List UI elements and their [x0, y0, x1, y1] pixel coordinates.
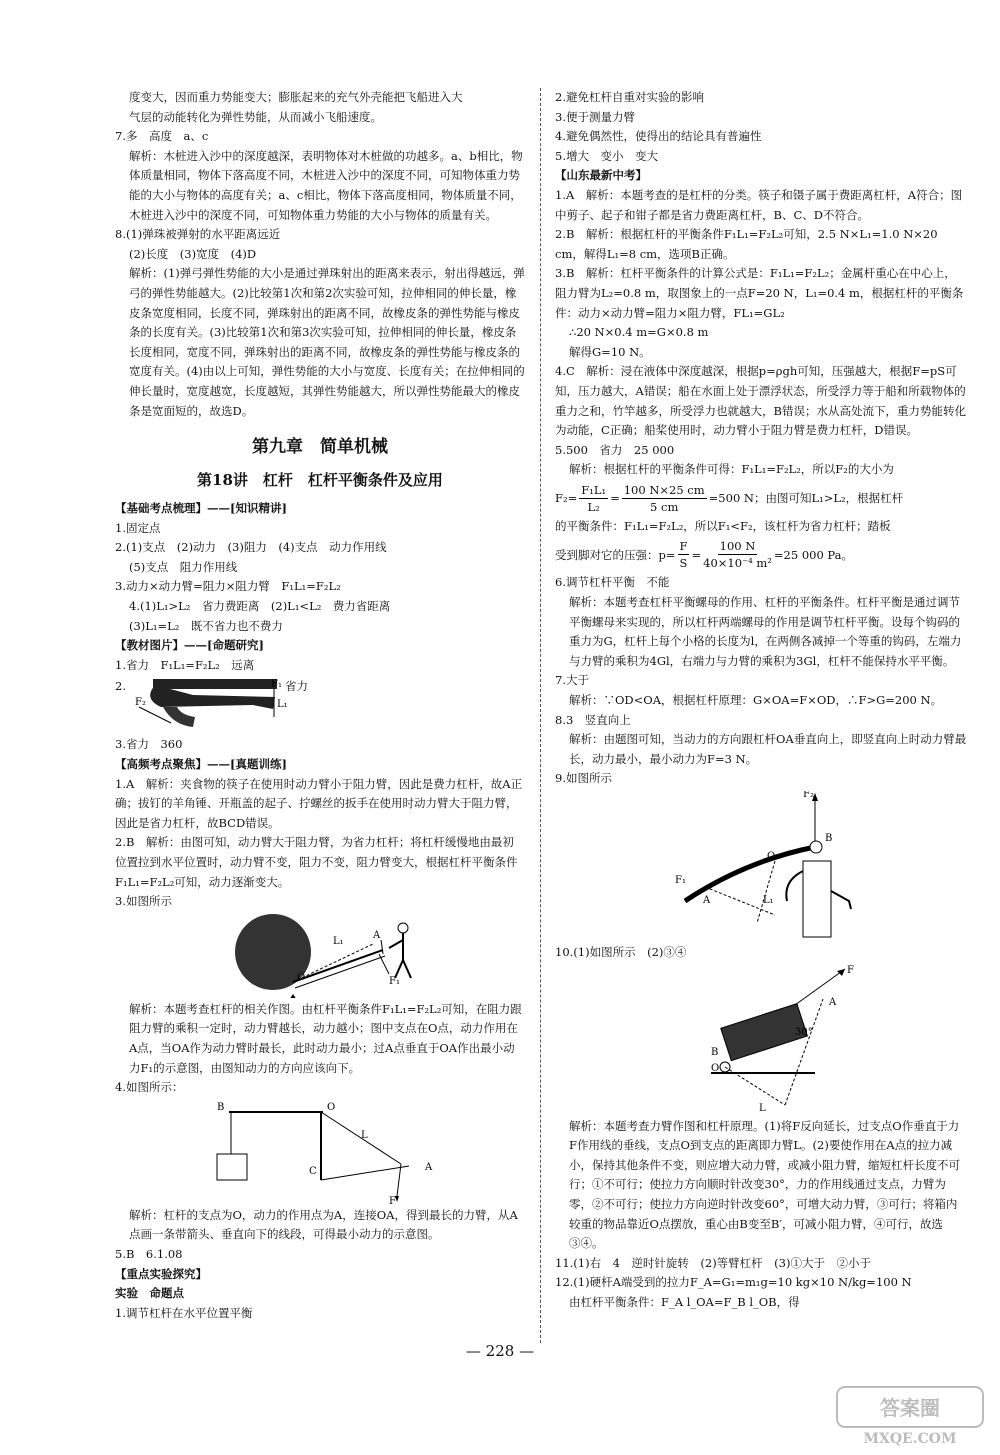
answer-3: 3.如图所示	[115, 894, 172, 909]
pump-figure	[555, 791, 967, 941]
label: O	[767, 851, 776, 862]
denominator: 40×10⁻⁴ m²	[703, 556, 772, 571]
text-line: 5.增大 变小 变大	[555, 148, 658, 163]
answer-7: 7.多 高度 a、c	[115, 129, 209, 144]
label: F₂	[803, 791, 814, 800]
label: L	[759, 1102, 766, 1114]
column-divider	[540, 88, 541, 1343]
text-line: 2.(1)支点 (2)动力 (3)阻力 (4)支点 动力作用线	[115, 540, 387, 555]
label: L₁	[333, 935, 344, 947]
label: L	[361, 1129, 368, 1141]
explanation-6: 解析：本题考查杠杆平衡螺母的作用、杠杆的平衡条件。杠杆平衡是通过调节平衡螺母来实现的，所以杠杆两端螺母的作用是调节杠杆平衡。设每个钩码的重力为G，杠杆上每个小格的长度为l，在两侧各减掉一个等重的钩码，左端力与力臂的乘积为4Gl，右端力与力臂的乘积为3Gl，杠杆不能保持水平平衡。	[569, 595, 962, 668]
lever-box-figure	[115, 1100, 525, 1204]
answer-5: 5.500 省力 25 000	[555, 442, 675, 457]
denominator: 5 cm	[650, 499, 679, 514]
text-line: 由杠杆平衡条件：F_A l_OA=F_B l_OB，得	[569, 1294, 800, 1309]
watermark-logo	[835, 1385, 985, 1447]
explanation-7: 解析：木桩进入沙中的深度越深，表明物体对木桩做的功越多。a、b相比，物体质量相同，物体下落高度不同，木桩进入沙中的深度不同，可知物体重力势能的大小与物体的高度有关；a、c相比，物体下落高度相同，物体质量不同，木桩进入沙中的深度不同，可知物体重力势能的大小与物体的质量有关。	[129, 148, 523, 222]
text-line: 1.固定点	[115, 520, 161, 535]
answer-8: 8.3 竖直向上	[555, 712, 631, 727]
text-line: 气层的动能转化为弹性势能，从而减小飞船速度。	[129, 109, 382, 124]
formula-text: 受到脚对它的压强：p=	[555, 547, 676, 562]
section-heading: 【教材图片】——[命题研究]	[115, 638, 264, 653]
answer-4: 4.如图所示：	[115, 1080, 184, 1095]
answer-1: 1.A 解析：夹食物的筷子在使用时动力臂小于阻力臂，因此是费力杠杆，故A正确；拔钉的羊角锤、开瓶盖的起子、拧螺丝的扳手在使用时动力臂大于阻力臂，因此是省力杠杆，故BCD错误。	[115, 776, 523, 830]
lever-ball-diagram	[233, 914, 453, 998]
answer-6: 6.调节杠杆平衡 不能	[555, 575, 670, 590]
answer-9: 9.如图所示	[555, 771, 612, 786]
text-line: (3)L₁=L₂ 既不省力也不费力	[129, 618, 283, 633]
formula-text: =500 N；由图可知L₁>L₂，根据杠杆	[708, 491, 904, 506]
item-number: 2.	[115, 679, 126, 694]
pliers-diagram	[133, 677, 293, 733]
chapter-title: 第九章 简单机械	[252, 437, 388, 458]
denominator: S	[679, 556, 688, 571]
answer-11: 11.(1)右 4 逆时针旋转 (2)等臂杠杆 (3)①大于 ②小于	[555, 1255, 871, 1270]
label: B	[825, 833, 833, 844]
pump-diagram	[675, 791, 875, 941]
label: F	[389, 1195, 396, 1204]
explanation-3: 解析：本题考查杠杆的相关作图。由杠杆平衡条件F₁L₁=F₂L₂可知，在阻力跟阻力臂的乘积一定时，动力臂越长，动力越小；图中支点在O点，动力作用在A点，当OA作为动力臂时最长，此时动力最小；过A点垂直于OA作出最小动力F₁的示意图，由图知动力的方向应该向下。	[129, 1001, 522, 1075]
explanation-4: 解析：杠杆的支点为O，动力的作用点为A，连接OA，得到最长的力臂，从A点画一条带箭头、垂直向下的线段，可得最小动力的示意图。	[129, 1207, 518, 1242]
text-line: 的平衡条件：F₁L₁=F₂L₂，所以F₁<F₂，该杠杆为省力杠杆；踏板	[555, 518, 891, 533]
formula-text: =25 000 Pa。	[773, 547, 853, 562]
fraction	[678, 538, 690, 571]
answer-8-part2: (2)长度 (3)宽度 (4)D	[129, 246, 257, 261]
label: B	[711, 1046, 719, 1058]
fraction	[703, 538, 772, 571]
label: L₁	[277, 699, 288, 711]
fraction	[579, 482, 608, 515]
formula-row	[555, 482, 967, 515]
left-column	[115, 88, 525, 1323]
label: A	[425, 1161, 433, 1173]
answer-2: 2.B 解析：根据杠杆的平衡条件F₁L₁=F₂L₂可知，2.5 N×L₁=1.0 N×20 cm，解得L₁=8 cm，选项B正确。	[555, 227, 938, 261]
answer-12: 12.(1)硬杆A端受到的拉力F_A=G₁=m₁g=10 kg×10 N/kg=100 N	[555, 1275, 912, 1290]
numerator: 100 N	[719, 539, 756, 554]
subsection-heading: 实验 命题点	[115, 1286, 184, 1301]
label: F₁	[389, 975, 400, 987]
text-line: 2.避免杠杆自重对实验的影响	[555, 90, 704, 104]
text-line: 3.省力 360	[115, 737, 183, 752]
formula-text: =	[610, 491, 620, 506]
section-heading: 【重点实验探究】	[115, 1266, 207, 1281]
answer-2: 2.B 解析：由图可知，动力臂大于阻力臂，为省力杠杆；将杠杆缓慢地由最初位置拉到水平位置时，动力臂不变，阻力不变，阻力臂变大，根据杠杆平衡条件F₁L₁=F₂L₂可知，动力逐渐变大。	[115, 835, 518, 889]
answer-1: 1.A 解析：本题考查的是杠杆的分类。筷子和镊子属于费距离杠杆，A符合；图中剪子、起子和钳子都是省力费距离杠杆，B、C、D不符合。	[555, 187, 963, 222]
right-column	[555, 88, 967, 1313]
lever-ball-figure	[115, 914, 525, 998]
numerator: F	[679, 539, 688, 554]
numerator: 100 N×25 cm	[623, 482, 705, 497]
explanation-5: 解析：根据杠杆的平衡条件可得：F₁L₁=F₂L₂，所以F₂的大小为	[569, 462, 894, 477]
text-line: 度变大，因而重力势能变大；膨胀起来的充气外壳能把飞船进入大	[129, 90, 463, 104]
text-line: 3.便于测量力臂	[555, 109, 635, 124]
svg-text:MXQE.COM: MXQE.COM	[863, 1431, 957, 1447]
explanation-7: 解析：∵OD<OA，根据杠杆原理：G×OA=F×OD，∴F>G=200 N。	[569, 693, 943, 708]
answer-10: 10.(1)如图所示 (2)③④	[555, 945, 687, 959]
label: O	[297, 971, 306, 983]
lever-box-diagram	[211, 1100, 451, 1204]
label: A	[373, 929, 381, 941]
label: F	[847, 964, 854, 976]
fraction	[622, 482, 707, 515]
section-heading: 【基础考点梳理】——[知识精讲]	[115, 501, 287, 516]
label: F₁	[675, 875, 686, 886]
label: O	[711, 1062, 720, 1074]
box-lever-diagram	[695, 965, 895, 1115]
explanation-10: 解析：本题考查力臂作图和杠杆原理。(1)将F反向延长，过支点O作垂直于力F作用线的垂线，支点O到支点的距离即力臂L。(2)要使作用在A点的拉力减小，保持其他条件不变，则应增大动力臂，或减小阻力臂，缩短杠杆长度不可行；①不可行；使拉力方向顺时针改变30°，力的作用线通过支点，力臂为零，②不可行；使拉力方向逆时针改变60°，可增大动力臂，③可行；将箱内较重的物品靠近O点摆放，重心由B变至B′，可减小阻力臂，④可行，故选③④。	[569, 1118, 960, 1251]
denominator: L₂	[587, 499, 600, 514]
text-line: (5)支点 阻力作用线	[129, 559, 238, 574]
explanation-8: 解析：(1)弹弓弹性势能的大小是通过弹珠射出的距离来表示，射出得越远，弹弓的弹性势能越大。(2)比较第1次和第2次实验可知，拉伸相同的伸长量，橡皮条宽度相同，长度不同，弹珠射出的距离不同，故橡皮条的弹性势能与橡皮条的长度有关。(3)比较第1次和第3次实验可知，拉伸相同的伸长量，橡皮条长度相同，宽度不同，弹珠射出的距离不同，故橡皮条的弹性势能与橡皮条的宽度有关。(4)由以上可知，弹性势能的大小与宽度、长度有关；在拉伸相同的伸长量时，宽度越宽，长度越短，其弹性势能越大，所以弹性势能最大的橡皮条是宽面短的，故选D。	[129, 266, 525, 418]
label: B	[217, 1101, 225, 1113]
section-heading: 【高频考点聚焦】——[真题训练]	[115, 757, 287, 772]
numerator: F₁L₁	[581, 482, 607, 497]
answer-3: 3.B 解析：杠杆平衡条件的计算公式是：F₁L₁=F₂L₂；金属杆重心在中心上，阻力臂为L₂=0.8 m，取图象上的一点F=20 N，L₁=0.4 m，根据杠杆的平衡条件：动力×动力臂=阻力×阻力臂，FL₁=GL₂	[555, 266, 964, 320]
text-line: 1.省力 F₁L₁=F₂L₂ 远离	[115, 657, 255, 672]
formula-row: 受到脚对它的压强：p= $\frac{F}{S}$ = $\frac{100 N}{\text{40×10⁻⁴ m²}}$ =25 000 Pa。	[555, 539, 853, 571]
box-lever-figure	[555, 965, 967, 1115]
text-line: ∴20 N×0.4 m=G×0.8 m	[569, 325, 709, 340]
text-line: 3.动力×动力臂=阻力×阻力臂 F₁L₁=F₂L₂	[115, 579, 341, 594]
answer-4: 4.C 解析：浸在液体中深度越深，根据p=ρgh可知，压强越大，根据F=pS可知，压力越大，A错误；船在水面上处于漂浮状态，所受浮力等于船和所载物体的重力之和，竹竿越多，所受浮力也就越大，B错误；水从高处流下，重力势能转化为动能，C正确；船桨使用时，动力臂小于阻力臂是费力杠杆，D错误。	[555, 364, 966, 438]
formula-text: F₂=	[555, 491, 578, 506]
text-line: 解得G=10 N。	[569, 344, 651, 359]
page-number: — 228 —	[465, 1342, 535, 1360]
explanation-8: 解析：由题图可知，当动力的方向跟杠杆OA垂直向上，即竖直向上时动力臂最长，动力最小，最小动力为F=3 N。	[569, 732, 967, 766]
pliers-figure	[115, 677, 525, 733]
text-line: 1.调节杠杆在水平位置平衡	[115, 1305, 253, 1320]
answer-7: 7.大于	[555, 673, 589, 688]
section-heading: 【山东最新中考】	[555, 168, 647, 183]
label: C	[309, 1165, 317, 1177]
label: 省力	[285, 679, 308, 694]
label: L₁	[763, 895, 774, 906]
svg-text:答案圈: 答案圈	[880, 1396, 940, 1420]
label: A	[829, 996, 837, 1008]
label: O	[327, 1101, 336, 1113]
lesson-title: 第18讲 杠杆 杠杆平衡条件及应用	[197, 471, 443, 490]
text-line: 4.(1)L₁>L₂ 省力费距离 (2)L₁<L₂ 费力省距离	[129, 599, 391, 614]
answer-8: 8.(1)弹珠被弹射的水平距离远近	[115, 227, 281, 242]
label: F₂	[135, 697, 146, 709]
label: A	[703, 895, 711, 906]
label: 30°	[795, 1026, 813, 1038]
label: F₁	[271, 679, 282, 691]
answer-5-6: 5.B 6.1.08	[115, 1246, 183, 1261]
text-line: 4.避免偶然性，使得出的结论具有普遍性	[555, 129, 762, 144]
